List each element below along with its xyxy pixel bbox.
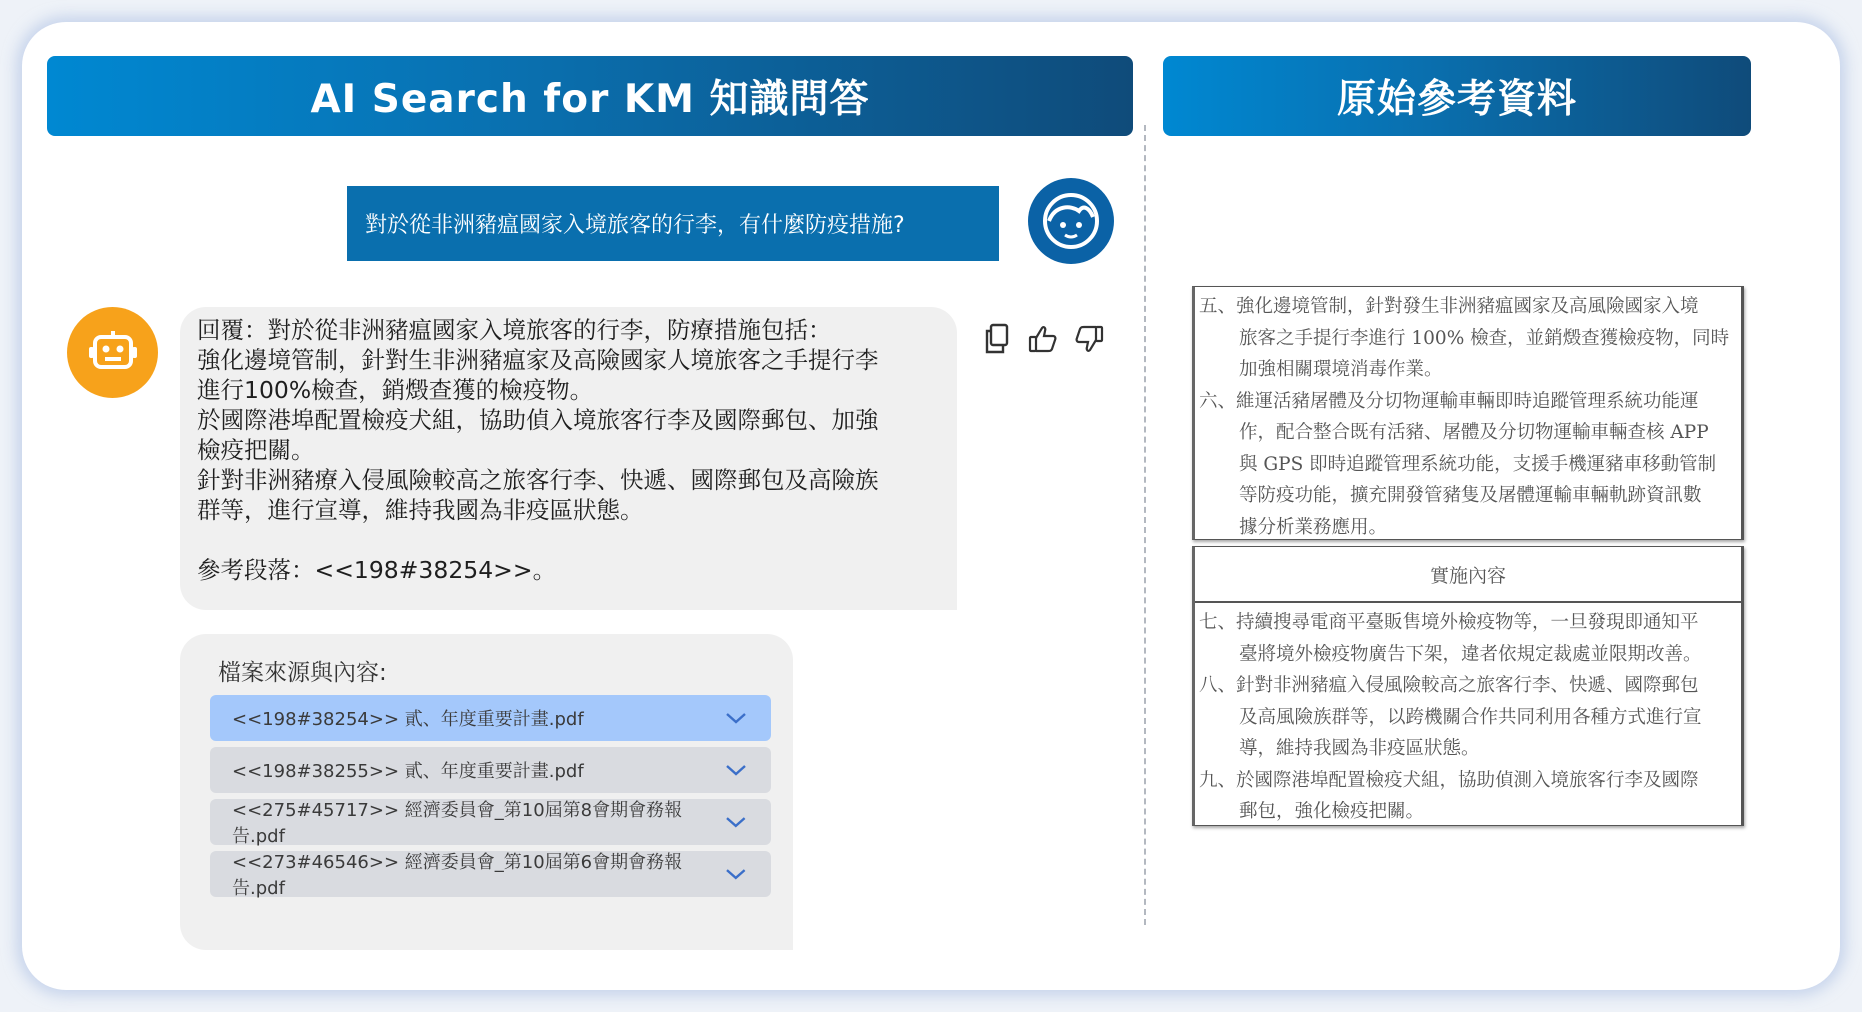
doc-line: 旅客之手提行李進行 100% 檢查，並銷燬查獲檢疫物，同時 (1239, 327, 1730, 349)
chevron-down-icon (725, 711, 747, 725)
doc-line: 五、強化邊境管制，針對發生非洲豬瘟國家及高風險國家入境 (1199, 296, 1699, 317)
file-item-label: <<273#46546>> 經濟委員會_第10屆第6會期會務報告.pdf (232, 852, 683, 899)
doc-line: 郵包，強化檢疫把關。 (1239, 801, 1425, 822)
file-item-label: <<198#38255>> 貳、年度重要計畫.pdf (232, 761, 584, 782)
doc-line: 六、維運活豬屠體及分切物運輸車輛即時追蹤管理系統功能運 (1199, 390, 1699, 412)
doc-line: 八、針對非洲豬瘟入侵風險較高之旅客行李、快遞、國際郵包 (1199, 675, 1699, 696)
answer-spacer (197, 525, 941, 555)
chat-panel-banner: AI Search for KM 知識問答 (47, 56, 1133, 136)
file-item[interactable] (210, 851, 771, 897)
doc-line: 據分析業務應用。 (1239, 516, 1388, 538)
bot-answer-bubble (180, 307, 957, 610)
file-source-title: 檔案來源與內容: (218, 660, 387, 686)
copy-icon[interactable] (981, 322, 1013, 356)
answer-actions (981, 322, 1111, 356)
doc-table-header: 實施內容 (1195, 547, 1741, 603)
answer-line: 強化邊境管制，針對生非洲豬瘟家及高險國家人境旅客之手提行李 (197, 346, 879, 374)
reference-panel-banner: 原始參考資料 (1163, 56, 1751, 136)
thumbs-up-icon[interactable] (1027, 322, 1059, 356)
user-question-bubble (347, 186, 999, 261)
doc-line: 加強相關環境消毒作業。 (1239, 359, 1443, 380)
doc-line: 七、持續搜尋電商平臺販售境外檢疫物等，一旦發現即通知平 (1199, 612, 1699, 633)
doc-line: 及高風險族群等，以跨機關合作共同利用各種方式進行宣 (1239, 706, 1702, 728)
chevron-down-icon (725, 763, 747, 777)
file-item[interactable] (210, 747, 771, 793)
answer-line: 於國際港埠配置檢疫犬組，協助偵入境旅客行李及國際郵包、加強 (197, 406, 879, 434)
reference-paragraph: 參考段落：<<198#38254>>。 (197, 556, 557, 584)
robot-icon (67, 307, 158, 398)
chevron-down-icon (725, 867, 747, 881)
file-item-label: <<275#45717>> 經濟委員會_第10屆第8會期會務報告.pdf (232, 800, 683, 847)
reference-document-excerpt-1 (1192, 286, 1744, 540)
file-item[interactable] (210, 695, 771, 741)
file-source-panel (180, 634, 793, 950)
doc-line: 臺將境外檢疫物廣告下架，違者依規定裁處並限期改善。 (1239, 643, 1702, 665)
answer-line: 回覆：對於從非洲豬瘟國家入境旅客的行李，防療措施包括： (197, 316, 832, 344)
file-item[interactable] (210, 799, 771, 845)
answer-line: 檢疫把關。 (197, 436, 315, 464)
answer-line: 進行100%檢查，銷燬查獲的檢疫物。 (197, 376, 594, 404)
thumbs-down-icon[interactable] (1073, 322, 1105, 356)
doc-line: 九、於國際港埠配置檢疫犬組，協助偵測入境旅客行李及國際 (1199, 769, 1699, 791)
answer-line: 群等，進行宣導，維持我國為非疫區狀態。 (197, 496, 644, 524)
doc-line: 等防疫功能，擴充開發管豬隻及屠體運輸車輛軌跡資訊數 (1239, 485, 1702, 506)
user-face-icon (1028, 178, 1114, 264)
doc-line: 與 GPS 即時追蹤管理系統功能，支援手機運豬車移動管制 (1239, 453, 1717, 475)
answer-line: 針對非洲豬療入侵風險較高之旅客行李、快遞、國際郵包及高險族 (197, 466, 879, 494)
user-question-text: 對於從非洲豬瘟國家入境旅客的行李，有什麼防疫措施? (365, 213, 905, 238)
file-item-label: <<198#38254>> 貳、年度重要計畫.pdf (232, 709, 584, 730)
reference-document-excerpt-2 (1192, 546, 1744, 826)
panel-divider (1144, 125, 1146, 925)
doc-line: 作，配合整合既有活豬、屠體及分切物運輸車輛查核 APP (1239, 422, 1709, 443)
chevron-down-icon (725, 815, 747, 829)
doc-line: 導，維持我國為非疫區狀態。 (1239, 738, 1480, 759)
